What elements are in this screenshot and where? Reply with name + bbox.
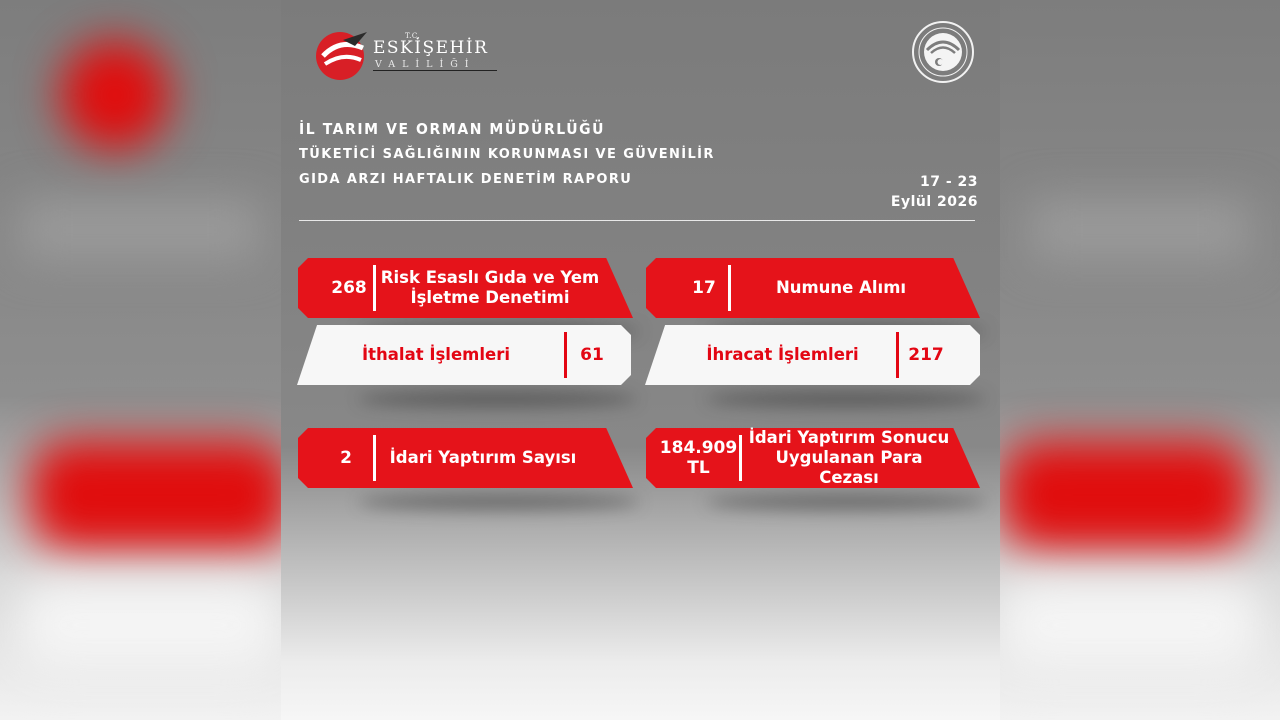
stat-tile-fines [646, 428, 980, 488]
stat-tile-sanctions [298, 428, 633, 488]
report-title [299, 120, 715, 187]
ministry-emblem-icon [911, 20, 975, 84]
title-line-3: GIDA ARZI HAFTALIK DENETİM RAPORU [299, 172, 633, 187]
stat-tile-samples [646, 258, 980, 318]
title-line-1: İL TARIM VE ORMAN MÜDÜRLÜĞÜ [299, 120, 606, 138]
logo-prefix: T.C. [405, 32, 421, 40]
stat-value: 268 [331, 278, 367, 298]
stat-value: 61 [580, 345, 604, 365]
stat-value: 184.909 TL [659, 438, 738, 478]
stat-label: Numune Alımı [775, 278, 907, 297]
stat-label: İhracat İşlemleri [706, 345, 859, 364]
eskisehir-valiligi-logo [313, 26, 489, 84]
stat-value: 217 [908, 345, 944, 365]
stat-tile-imports [297, 325, 631, 385]
date-month: Eylül 2026 [890, 194, 978, 210]
stat-label: İdari Yaptırım Sonucu Uygulanan Para Cezası [748, 428, 950, 487]
stat-tile-exports [645, 325, 980, 385]
header-divider [299, 220, 975, 221]
report-date [891, 172, 978, 212]
date-range: 17 - 23 [919, 174, 978, 190]
logo-name: ESKİŞEHİR [373, 38, 489, 58]
stat-label: İdari Yaptırım Sayısı [389, 448, 577, 467]
stat-value: 17 [692, 278, 716, 298]
report-card [281, 0, 1000, 720]
title-line-2: TÜKETİCİ SAĞLIĞININ KORUNMASI VE GÜVENİLİR [299, 147, 715, 162]
stat-label: Risk Esaslı Gıda ve Yem İşletme Denetimi [380, 268, 600, 307]
stat-tile-inspections [298, 258, 633, 318]
logo-subtitle: VALİLİĞİ [375, 59, 476, 70]
eskisehir-logo-icon [313, 26, 373, 84]
stat-label: İthalat İşlemleri [362, 345, 510, 364]
stat-value: 2 [340, 448, 352, 468]
